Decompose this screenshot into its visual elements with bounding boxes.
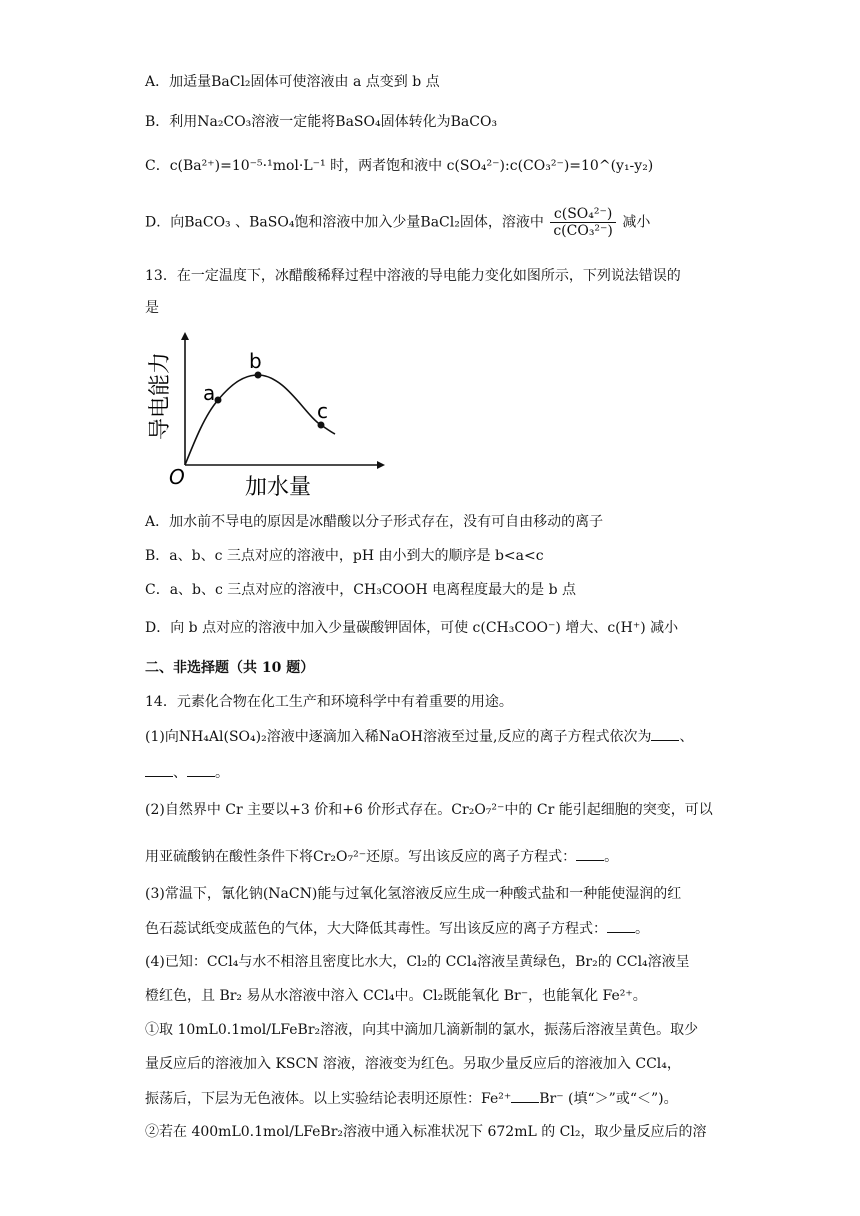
q12-option-c xyxy=(145,156,653,176)
q14-part4-line2: 橙红色，且 Br₂ 易从水溶液中溶入 CCl₄中。Cl₂既能氧化 Br⁻，也能氧化 Fe²⁺。 xyxy=(145,988,647,1004)
q14-part3-line1: (3)常温下，氰化钠(NaCN)能与过氧化氢溶液反应生成一种酸式盐和一种能使湿润的红 xyxy=(145,886,682,902)
x-axis-arrow xyxy=(377,461,385,469)
answer-blank[interactable] xyxy=(651,726,679,741)
answer-blank[interactable] xyxy=(511,1088,539,1103)
q12-option-d-text: D．向BaCO₃ 、BaSO₄饱和溶液中加入少量BaCl₂固体，溶液中 xyxy=(145,214,544,231)
q12-option-a: A．加适量BaCl₂固体可使溶液由 a 点变到 b 点 xyxy=(145,74,440,90)
q12-option-d-suffix: 减小 xyxy=(622,214,651,231)
period: 。 xyxy=(635,921,649,937)
origin-label: O xyxy=(169,465,185,489)
q14-part1-line2 xyxy=(145,762,229,783)
q12-option-d-fraction xyxy=(550,206,616,239)
separator: 、 xyxy=(173,765,187,781)
q14-part2-line2 xyxy=(145,846,618,867)
q14-part4-line4: 量反应后的溶液加入 KSCN 溶液，溶液变为红色。另取少量反应后的溶液加入 CCl₄， xyxy=(145,1056,681,1072)
q14-part4-line5 xyxy=(145,1088,678,1109)
q14-part1-text: (1)向NH₄Al(SO₄)₂溶液中逐滴加入稀NaOH溶液至过量,反应的离子方程式依次为 xyxy=(145,729,652,745)
conductivity-graph xyxy=(145,330,385,500)
q14-part4-line1: (4)已知：CCl₄与水不相溶且密度比水大，Cl₂的 CCl₄溶液呈黄绿色，Br₂的 CCl₄溶液呈 xyxy=(145,954,690,970)
q14-part4-text: 振荡后，下层为无色液体。以上实验结论表明还原性：Fe²⁺ xyxy=(145,1091,512,1107)
point-a xyxy=(215,397,222,404)
q14-part2-text: 用亚硫酸钠在酸性条件下将Cr₂O₇²⁻还原。写出该反应的离子方程式： xyxy=(145,849,577,865)
q13-stem-line-2: 是 xyxy=(145,300,159,316)
q12-option-d xyxy=(145,206,650,239)
y-axis-arrow xyxy=(181,332,189,340)
period: 。 xyxy=(604,849,619,865)
q14-part4-line3: ①取 10mL0.1mol/LFeBr₂溶液，向其中滴加几滴新制的氯水，振荡后溶液呈黄色。取少 xyxy=(145,1022,699,1038)
q14-stem: 14．元素化合物在化工生产和环境科学中有着重要的用途。 xyxy=(145,694,513,710)
q14-part2-line1: (2)自然界中 Cr 主要以+3 价和+6 价形式存在。Cr₂O₇²⁻中的 Cr 能引起细胞的突变，可以 xyxy=(145,802,713,818)
answer-blank[interactable] xyxy=(576,846,604,861)
y-axis-label: 导电能力 xyxy=(148,351,173,440)
q13-option-c: C．a、b、c 三点对应的溶液中，CH₃COOH 电离程度最大的是 b 点 xyxy=(145,582,577,598)
q12-option-b: B．利用Na₂CO₃溶液一定能将BaSO₄固体转化为BaCO₃ xyxy=(145,114,498,130)
x-axis-label: 加水量 xyxy=(245,475,312,500)
answer-blank[interactable] xyxy=(187,762,215,777)
section-heading: 二、非选择题（共 10 题） xyxy=(145,660,315,676)
fraction-numerator: c(SO₄²⁻) xyxy=(550,206,616,223)
point-a-label: a xyxy=(203,381,216,405)
q13-option-b: B．a、b、c 三点对应的溶液中，pH 由小到大的顺序是 b<a<c xyxy=(145,548,544,564)
q14-part3-text: 色石蕊试纸变成蓝色的气体，大大降低其毒性。写出该反应的离子方程式： xyxy=(145,921,607,937)
q14-part4-line6: ②若在 400mL0.1mol/LFeBr₂溶液中通入标准状况下 672mL 的 Cl₂，取少量反应后的溶 xyxy=(145,1124,707,1140)
separator: 、 xyxy=(679,729,694,745)
q14-part1-line1 xyxy=(145,726,693,747)
point-b-label: b xyxy=(249,349,262,373)
period: 。 xyxy=(215,765,229,781)
q14-part3-line2 xyxy=(145,918,649,939)
q12-option-c-text: C．c(Ba²⁺)=10⁻⁵·¹mol·L⁻¹ 时，两者饱和液中 xyxy=(145,158,443,174)
answer-blank[interactable] xyxy=(607,918,635,933)
q12-option-c-expression: c(SO₄²⁻):c(CO₃²⁻)=10^(y₁-y₂) xyxy=(446,158,654,174)
q13-option-d: D．向 b 点对应的溶液中加入少量碳酸钾固体，可使 c(CH₃COO⁻) 增大、c(H⁺) 减小 xyxy=(145,620,679,636)
q13-option-a: A．加水前不导电的原因是冰醋酸以分子形式存在，没有可自由移动的离子 xyxy=(145,514,604,530)
answer-blank[interactable] xyxy=(145,762,173,777)
point-c-label: c xyxy=(317,399,328,423)
q13-stem-line-1: 13．在一定温度下，冰醋酸稀释过程中溶液的导电能力变化如图所示，下列说法错误的 xyxy=(145,268,681,284)
q14-part4-text-end: Br⁻ (填“＞”或“＜”)。 xyxy=(539,1091,678,1107)
fraction-denominator: c(CO₃²⁻) xyxy=(553,223,613,239)
